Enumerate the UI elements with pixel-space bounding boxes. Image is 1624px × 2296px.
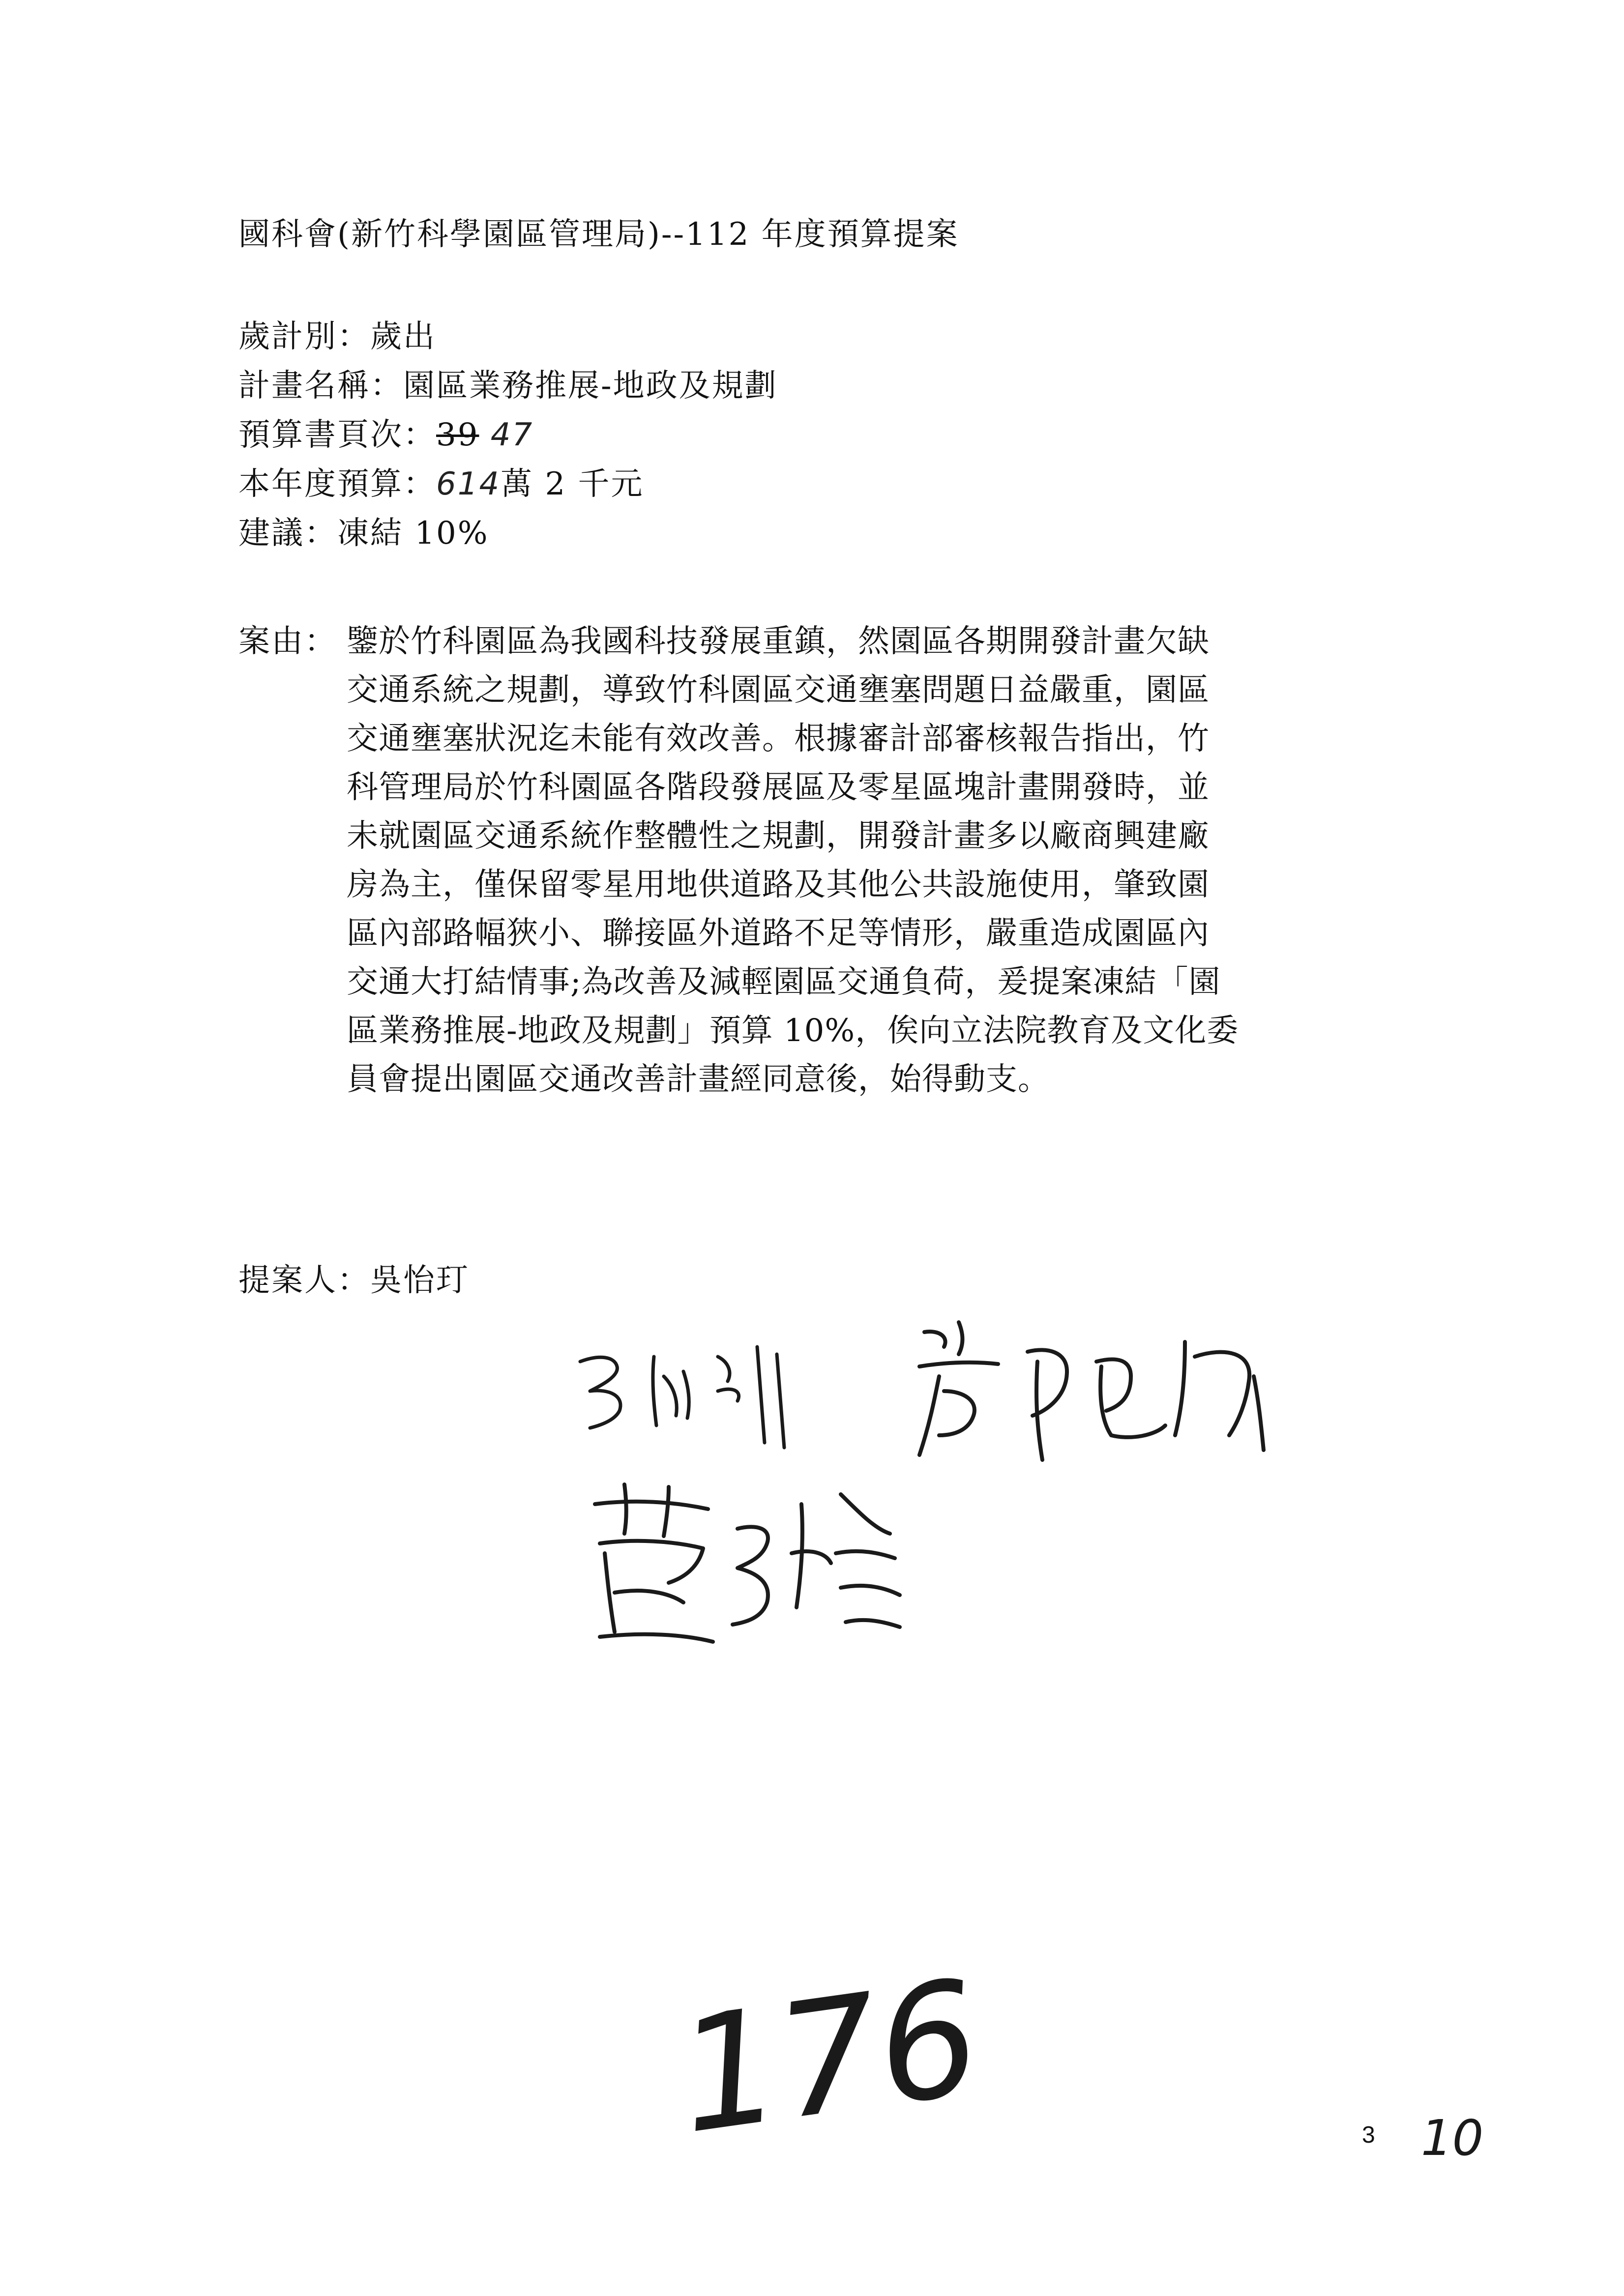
reason-line: 交通大打結情事;為改善及減輕園區交通負荷，爰提案凍結「園 [347,964,1221,1000]
document-title: 國科會(新竹科學園區管理局)--112 年度預算提案 [238,216,959,253]
reason-label: 案由： [238,623,337,660]
budget-page-handwritten: 47 [490,417,534,453]
plan-name: 計畫名稱：園區業務推展-地政及規劃 [238,368,778,404]
reason-line: 區業務推展-地政及規劃」預算 10%，俟向立法院教育及文化委 [347,1013,1239,1049]
budget-page-original: 39 [436,417,479,453]
reason-line: 員會提出園區交通改善計畫經同意後，始得動支。 [347,1061,1050,1098]
signature-2 [910,1312,1283,1475]
reason-line: 房為主，僅保留零星用地供道路及其他公共設施使用，肇致園 [347,867,1210,903]
proposer: 提案人：吳怡玎 [238,1262,469,1299]
reason-line: 未就園區交通系統作整體性之規劃，開發計畫多以廠商興建廠 [347,818,1210,854]
signature-3 [585,1475,910,1652]
account-type: 歲計別：歲出 [238,319,436,355]
reason-line: 科管理局於竹科園區各階段發展區及零星區塊計畫開發時，並 [347,769,1210,806]
reason-line: 交通壅塞狀況迄未能有效改善。根據審計部審核報告指出，竹 [347,721,1210,757]
budget-amount-suffix: 萬 2 千元 [501,466,644,502]
reason-line: 鑒於竹科園區為我國科技發展重鎮，然園區各期開發計畫欠缺 [347,623,1210,660]
budget-amount-row [238,462,644,506]
budget-amount-handwritten: 614 [436,466,501,502]
handwritten-page-number: 10 [1421,2109,1484,2167]
reason-line: 區內部路幅狹小、聯接區外道路不足等情形，嚴重造成園區內 [347,915,1210,952]
budget-page-row [238,413,533,457]
budget-amount-label: 本年度預算： [238,466,436,502]
suggestion: 建議：凍結 10% [238,515,489,552]
reason-body [347,619,1239,1106]
reason-line: 交通系統之規劃，導致竹科園區交通壅塞問題日益嚴重，園區 [347,672,1210,708]
page-number: 3 [1362,2122,1375,2148]
signature-1 [570,1327,826,1455]
budget-page-label: 預算書頁次： [238,417,436,453]
handwritten-number: 176 [667,1946,991,2169]
